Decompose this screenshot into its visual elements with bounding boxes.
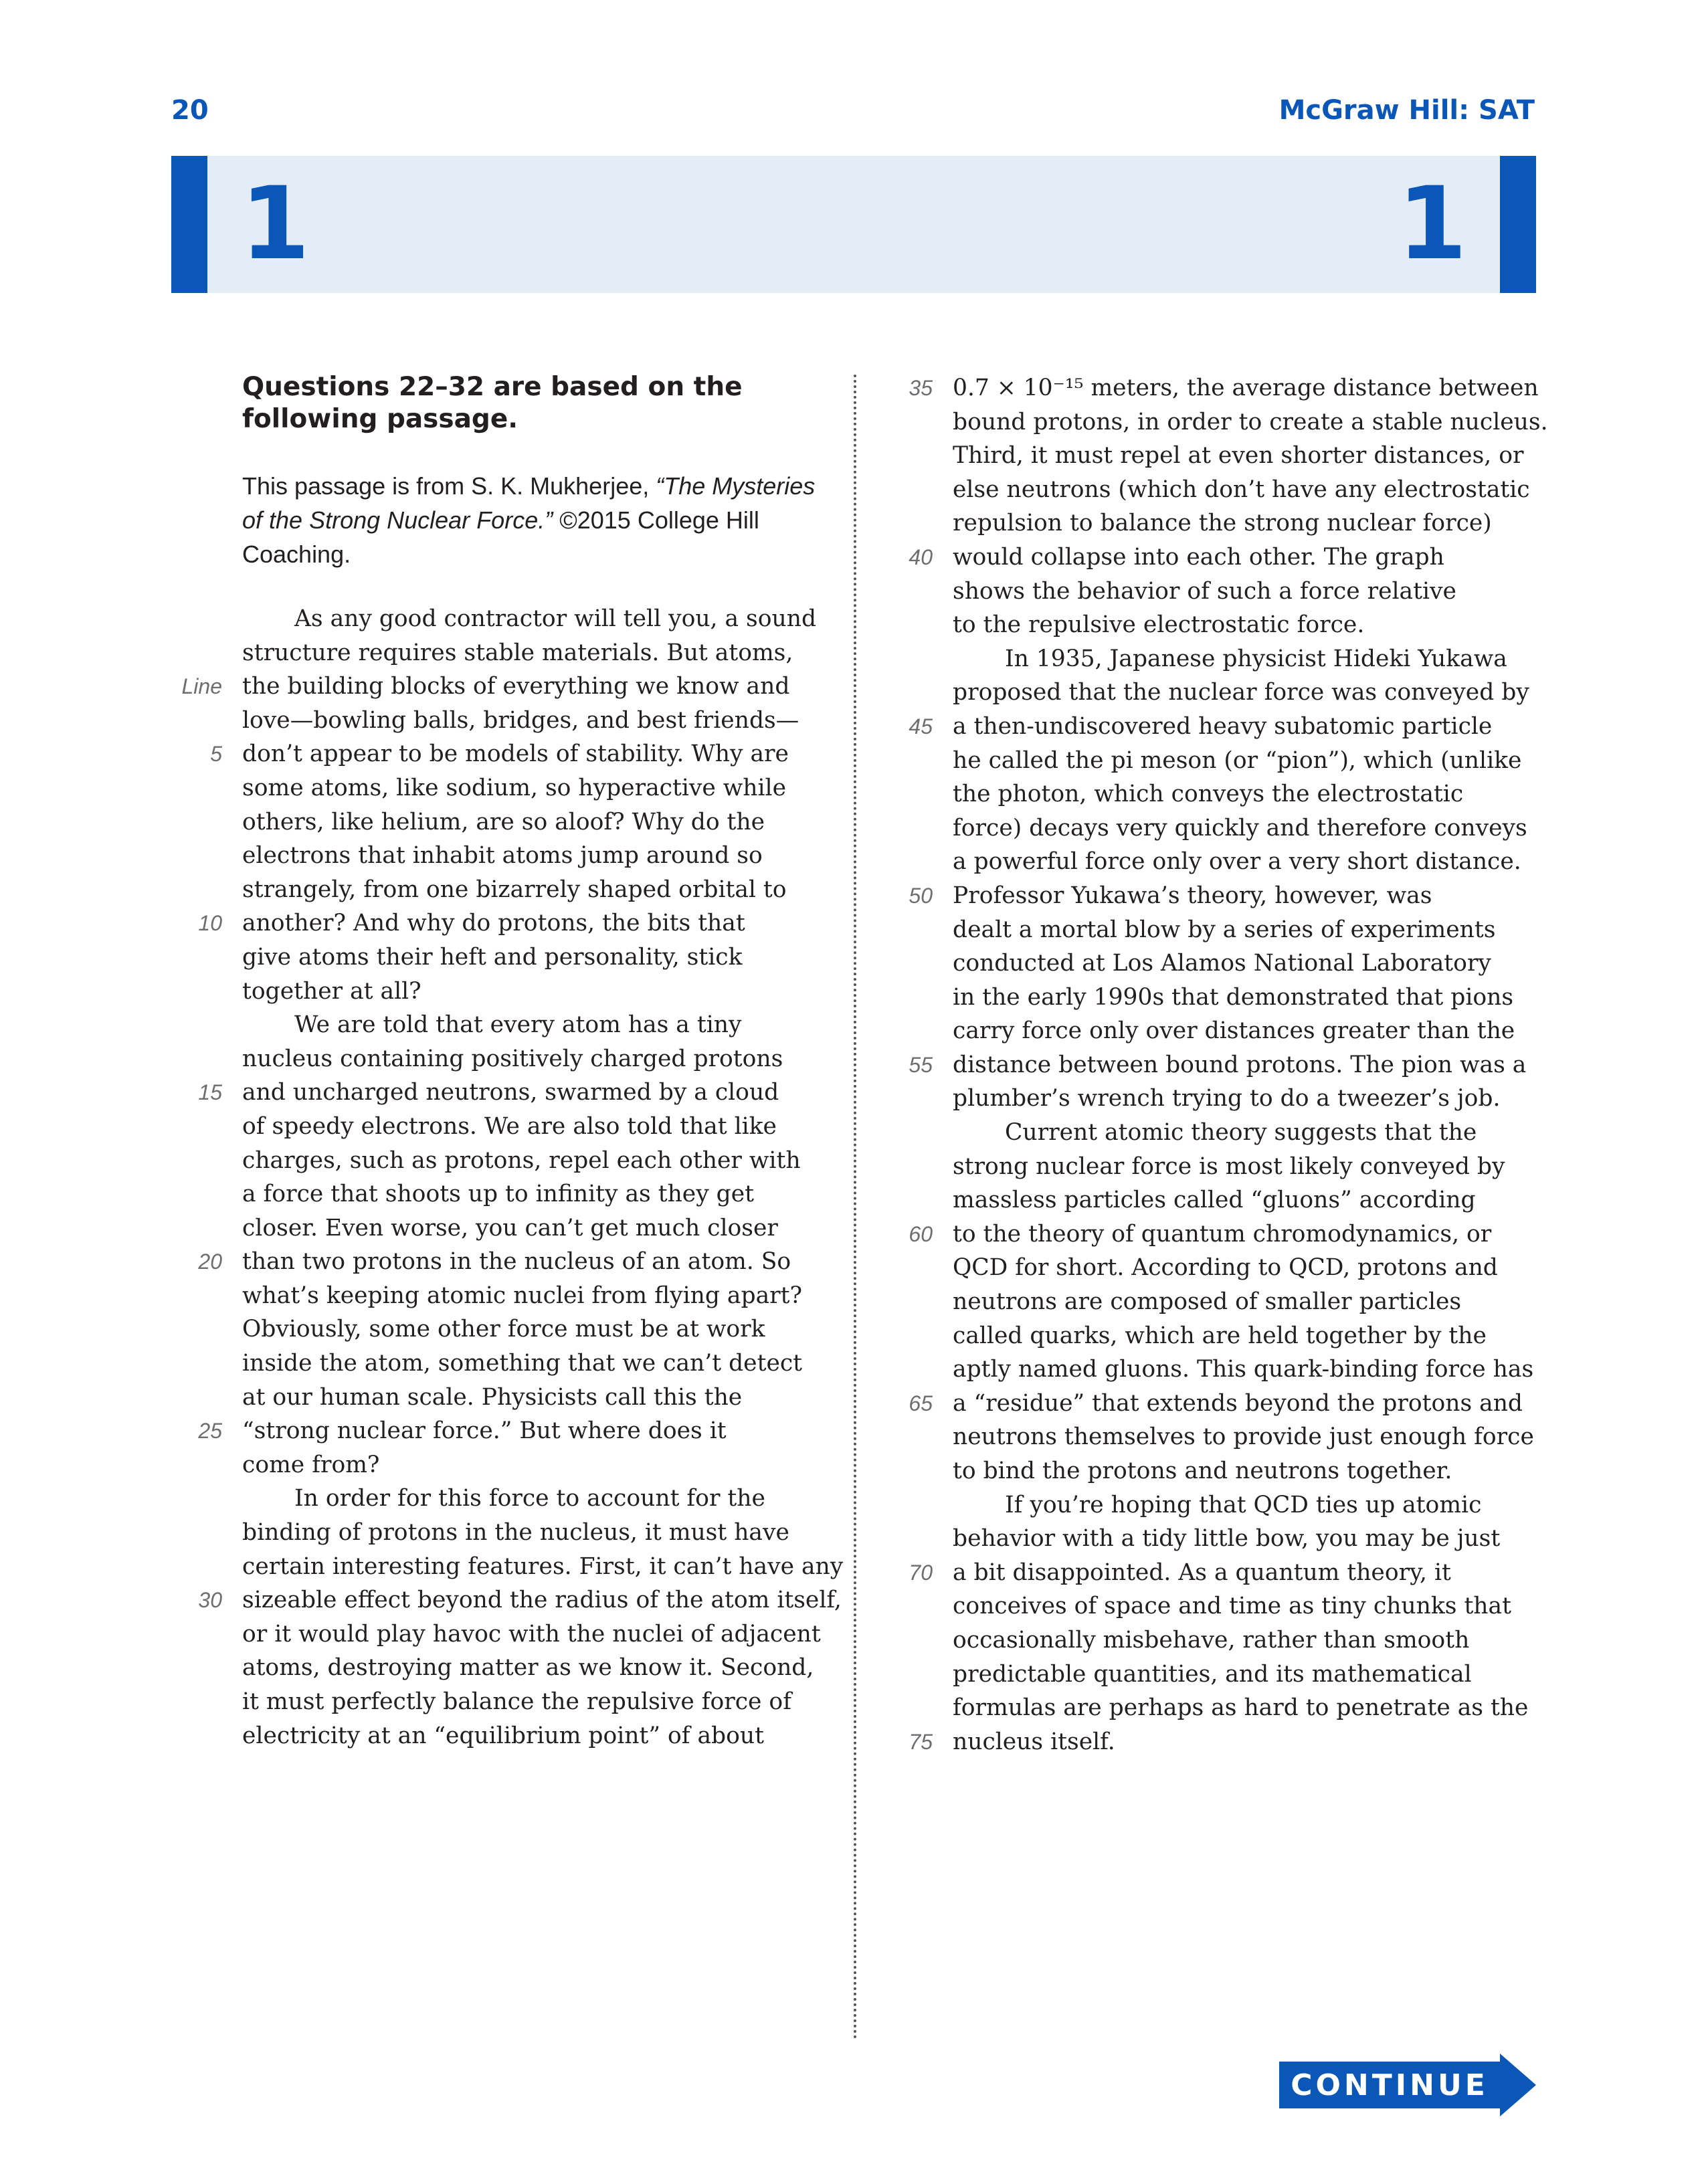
passage-line	[953, 811, 1541, 846]
line-text: at our human scale. Physicists call this the	[242, 1383, 743, 1411]
continue-button[interactable]	[1279, 2054, 1536, 2116]
line-text: occasionally misbehave, rather than smooth	[953, 1626, 1470, 1654]
line-text: bound protons, in order to create a stable nucleus.	[953, 408, 1548, 435]
line-text: In 1935, Japanese physicist Hideki Yukawa	[1005, 645, 1507, 672]
passage-line	[242, 1719, 831, 1753]
line-text: come from?	[242, 1451, 380, 1478]
intro-suffix: ©2015 College Hill Coaching.	[242, 506, 759, 568]
passage-line	[242, 1279, 831, 1313]
passage-lines-right	[909, 371, 1548, 1759]
passage-line	[909, 371, 1541, 405]
passage-line	[953, 1251, 1541, 1285]
line-text: some atoms, like sodium, so hyperactive while	[242, 774, 786, 801]
line-text: he called the pi meson (or “pion”), which (unlike	[953, 747, 1522, 774]
line-text: to the repulsive electrostatic force.	[953, 611, 1365, 639]
line-number: 40	[909, 544, 933, 569]
line-text: certain interesting features. First, it can’t have any	[242, 1553, 844, 1580]
line-text: nucleus containing positively charged protons	[242, 1045, 783, 1072]
passage-line	[953, 947, 1541, 981]
passage-line	[242, 940, 831, 975]
line-number: 5	[210, 742, 222, 767]
line-text: carry force only over distances greater than the	[953, 1017, 1515, 1045]
line-text: give atoms their heft and personality, stick	[242, 943, 743, 971]
passage-line	[242, 1550, 844, 1584]
passage-line	[953, 1014, 1541, 1048]
passage-line	[242, 1482, 831, 1516]
line-text: and uncharged neutrons, swarmed by a cloud	[242, 1079, 779, 1106]
passage-line	[953, 1658, 1541, 1692]
passage-line	[909, 879, 1541, 913]
line-text: inside the atom, something that we can’t detect	[242, 1350, 803, 1377]
passage-line	[909, 1217, 1541, 1252]
passage-line	[242, 636, 831, 670]
line-text: would collapse into each other. The graph	[953, 543, 1444, 571]
line-text: atoms, destroying matter as we know it. Second,	[242, 1654, 814, 1682]
passage-line	[953, 1454, 1541, 1488]
passage-line	[242, 1617, 831, 1652]
line-text: structure requires stable materials. But atoms,	[242, 639, 793, 666]
section-number-right: 1	[1397, 166, 1467, 282]
line-number: 15	[198, 1080, 222, 1105]
line-text: We are told that every atom has a tiny	[294, 1011, 742, 1039]
line-text: Professor Yukawa’s theory, however, was	[953, 882, 1432, 909]
passage-line	[181, 670, 831, 704]
passage-line	[242, 839, 831, 873]
line-number: 30	[198, 1588, 222, 1613]
line-text: than two protons in the nucleus of an atom. So	[242, 1248, 791, 1276]
line-text: strong nuclear force is most likely conveyed by	[953, 1153, 1505, 1180]
passage-line	[242, 1381, 831, 1415]
column-divider	[854, 375, 856, 2040]
passage-line	[198, 1583, 842, 1617]
passage-line	[953, 1183, 1541, 1217]
passage-line	[953, 744, 1541, 778]
line-text: dealt a mortal blow by a series of experiments	[953, 916, 1496, 943]
line-text: As any good contractor will tell you, a sound	[294, 605, 817, 632]
passage-line	[909, 1725, 1541, 1759]
line-text: neutrons themselves to provide just enough force	[953, 1423, 1534, 1451]
passage-line	[198, 1414, 831, 1448]
passage-line	[953, 1353, 1541, 1387]
section-number-left: 1	[240, 166, 310, 282]
line-text: formulas are perhaps as hard to penetrate as the	[953, 1694, 1529, 1722]
passage-line	[242, 1110, 831, 1144]
line-text: sizeable effect beyond the radius of the atom itself,	[242, 1587, 842, 1614]
line-text: “strong nuclear force.” But where does it	[242, 1417, 727, 1445]
passage-line	[953, 506, 1541, 540]
line-number: 35	[909, 376, 933, 400]
passage-line	[953, 777, 1541, 811]
passage-line	[198, 906, 831, 940]
line-number: 75	[909, 1729, 933, 1754]
passage-line	[242, 1177, 831, 1211]
line-text: repulsion to balance the strong nuclear force)	[953, 510, 1492, 537]
line-text: closer. Even worse, you can’t get much closer	[242, 1214, 778, 1242]
line-text: proposed that the nuclear force was conveyed by	[953, 679, 1529, 706]
passage-line	[909, 1048, 1541, 1082]
book-title: McGraw Hill: SAT	[1278, 95, 1535, 126]
line-text: electricity at an “equilibrium point” of about	[242, 1722, 764, 1749]
passage-line	[953, 845, 1541, 879]
line-text: what’s keeping atomic nuclei from flying apart?	[242, 1282, 802, 1309]
intro-prefix: This passage is from S. K. Mukherjee,	[242, 472, 656, 500]
passage-line	[909, 1387, 1541, 1421]
line-text: the photon, which conveys the electrostatic	[953, 781, 1464, 808]
line-text: together at all?	[242, 977, 421, 1005]
passage-line	[242, 1516, 831, 1550]
line-number: Line	[181, 674, 222, 699]
passage-line	[242, 1042, 831, 1076]
passage-line	[953, 1589, 1541, 1623]
continue-label: CONTINUE	[1291, 2068, 1489, 2102]
passage-line	[953, 473, 1541, 507]
passage-line	[242, 771, 831, 805]
line-text: strangely, from one bizarrely shaped orbital to	[242, 876, 787, 903]
passage-line	[242, 1347, 831, 1381]
line-text: to the theory of quantum chromodynamics, or	[953, 1220, 1492, 1248]
line-text: love—bowling balls, bridges, and best friends—	[242, 706, 799, 734]
line-text: else neutrons (which don’t have any electrostatic	[953, 476, 1530, 503]
passage-line	[953, 1691, 1541, 1725]
line-number: 70	[909, 1560, 933, 1585]
line-number: 45	[909, 714, 933, 738]
line-text: Obviously, some other force must be at work	[242, 1316, 765, 1343]
line-number: 65	[909, 1391, 933, 1415]
line-text: others, like helium, are so aloof? Why do the	[242, 808, 765, 835]
line-text: to bind the protons and neutrons together.	[953, 1458, 1452, 1484]
passage-line	[242, 1685, 831, 1719]
line-text: binding of protons in the nucleus, it must have	[242, 1519, 789, 1547]
passage-line	[953, 1319, 1541, 1353]
line-text: neutrons are composed of smaller particles	[953, 1288, 1462, 1316]
line-text: distance between bound protons. The pion was a	[953, 1051, 1527, 1078]
page-number: 20	[171, 95, 209, 126]
line-text: a then-undiscovered heavy subatomic particle	[953, 712, 1493, 740]
passage-line	[953, 676, 1541, 710]
passage-line	[242, 1448, 831, 1482]
line-number: 20	[198, 1250, 222, 1274]
passage-line	[909, 710, 1541, 744]
passage-line	[953, 1116, 1541, 1150]
passage-line	[242, 1211, 831, 1246]
passage-line	[242, 602, 831, 636]
line-text: In order for this force to account for the	[294, 1485, 765, 1512]
line-text: 0.7 × 10⁻¹⁵ meters, the average distance between	[953, 375, 1539, 401]
section-bar-left	[171, 156, 207, 293]
line-number: 55	[909, 1052, 933, 1077]
passage-lines-left	[181, 602, 844, 1753]
line-text: it must perfectly balance the repulsive force of	[242, 1688, 791, 1715]
line-text: a bit disappointed. As a quantum theory, it	[953, 1559, 1451, 1586]
passage-line	[242, 805, 831, 839]
passage-line	[210, 737, 831, 771]
passage-intro	[242, 469, 831, 571]
line-text: conducted at Los Alamos National Laboratory	[953, 950, 1491, 977]
line-text: charges, such as protons, repel each other with	[242, 1147, 801, 1174]
passage-line	[953, 405, 1548, 439]
line-text: or it would play havoc with the nuclei of adjacent	[242, 1620, 821, 1648]
passage-line	[242, 1008, 831, 1042]
line-text: of speedy electrons. We are also told that like	[242, 1112, 777, 1140]
intro-title: “The Mysteries of the Strong Nuclear Force.”	[242, 472, 816, 534]
line-text: shows the behavior of such a force relative	[953, 577, 1456, 605]
section-bar-right	[1500, 156, 1536, 293]
passage-line	[953, 439, 1541, 473]
passage-line	[242, 873, 831, 907]
line-number: 50	[909, 883, 933, 908]
line-text: plumber’s wrench trying to do a tweezer’s job.	[953, 1085, 1501, 1112]
passage-left-column	[181, 371, 844, 1753]
line-number: 60	[909, 1221, 933, 1246]
passage-line	[242, 1651, 831, 1685]
line-text: force) decays very quickly and therefore conveys	[953, 814, 1527, 841]
passage-line	[953, 1082, 1541, 1116]
line-text: the building blocks of everything we know and	[242, 673, 790, 700]
passage-line	[242, 1312, 831, 1347]
passage-line	[953, 981, 1541, 1015]
passage-line	[198, 1245, 831, 1279]
line-text: called quarks, which are held together by the	[953, 1322, 1487, 1349]
line-text: in the early 1990s that demonstrated that pions	[953, 983, 1514, 1011]
passage-line	[953, 913, 1541, 947]
passage-line	[242, 1144, 831, 1178]
line-text: QCD for short. According to QCD, protons and	[953, 1254, 1498, 1282]
passage-right-column	[909, 371, 1548, 1759]
passage-line	[953, 1488, 1541, 1522]
line-text: a “residue” that extends beyond the protons and	[953, 1389, 1523, 1417]
passage-line	[953, 575, 1541, 609]
passage-line	[909, 1556, 1541, 1590]
line-text: conceives of space and time as tiny chunks that	[953, 1593, 1511, 1620]
passage-line	[953, 1623, 1541, 1658]
line-text: another? And why do protons, the bits that	[242, 910, 745, 937]
line-text: behavior with a tidy little bow, you may be just	[953, 1525, 1501, 1553]
line-text: Current atomic theory suggests that the	[1005, 1119, 1477, 1147]
line-text: aptly named gluons. This quark-binding force has	[953, 1356, 1534, 1383]
line-text: Third, it must repel at even shorter distances, or	[953, 442, 1524, 470]
line-text: don’t appear to be models of stability. Why are	[242, 740, 789, 768]
line-text: massless particles called “gluons” according	[953, 1187, 1476, 1214]
passage-line	[953, 1150, 1541, 1184]
passage-line	[953, 642, 1541, 676]
line-number: 25	[198, 1419, 222, 1444]
passage-line	[242, 704, 831, 738]
passage-line	[909, 540, 1541, 575]
passage-line	[953, 1522, 1541, 1556]
passage-line	[242, 975, 831, 1009]
line-text: a force that shoots up to infinity as they get	[242, 1181, 755, 1208]
line-text: electrons that inhabit atoms jump around so	[242, 842, 763, 870]
line-text: nucleus itself.	[953, 1728, 1115, 1755]
section-banner	[171, 156, 1536, 293]
line-text: If you’re hoping that QCD ties up atomic	[1005, 1491, 1482, 1518]
passage-line	[953, 1420, 1541, 1454]
line-text: predictable quantities, and its mathematical	[953, 1660, 1472, 1688]
line-text: a powerful force only over a very short distance.	[953, 848, 1521, 876]
passage-line	[953, 1285, 1541, 1319]
passage-line	[953, 608, 1541, 642]
questions-heading: Questions 22–32 are based on the following passage.	[242, 372, 743, 434]
line-number: 10	[198, 911, 222, 936]
passage-line	[198, 1076, 831, 1110]
